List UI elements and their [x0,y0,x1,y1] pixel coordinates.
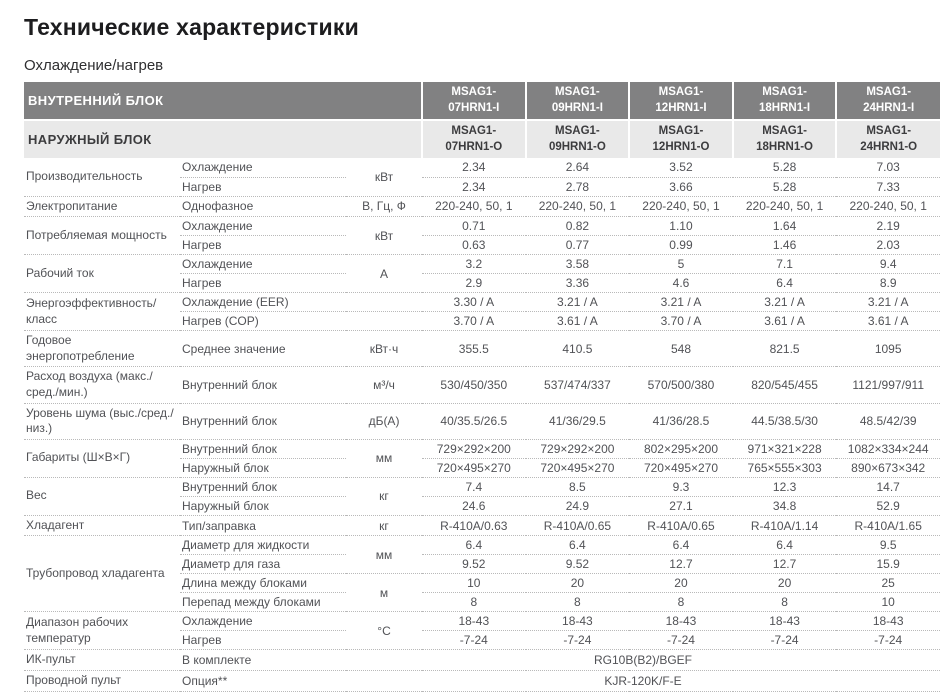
spec-value: 4.6 [629,274,733,293]
spec-sub-label: Перепад между блоками [180,593,346,612]
spec-value: -7-24 [422,631,526,650]
spec-value: 20 [733,574,837,593]
spec-value: 12.3 [733,477,837,496]
spec-sub-label: Опция** [180,670,346,691]
spec-sub-label: Среднее значение [180,331,346,367]
page-subtitle: Охлаждение/нагрев [24,57,164,74]
outdoor-header-row [24,120,940,158]
spec-value-merged: RG10B(B2)/BGEF [346,650,940,671]
spec-group-label: Расход воздуха (макс./сред./мин.) [24,367,180,403]
spec-group-label: Энергоэффективность/ класс [24,293,180,331]
spec-value: 220-240, 50, 1 [526,196,630,217]
spec-value: 3.30 / A [422,293,526,312]
spec-sub-label: Внутренний блок [180,403,346,439]
spec-value: 3.70 / A [422,312,526,331]
spec-value: R-410A/0.63 [422,515,526,536]
spec-value: 1.64 [733,217,837,236]
indoor-model-header: MSAG1- 12HRN1-I [629,82,733,120]
indoor-header-row [24,82,940,120]
spec-sub-label: Тип/заправка [180,515,346,536]
spec-value: 7.03 [836,158,940,177]
spec-value: 5 [629,255,733,274]
spec-row [24,217,940,236]
spec-unit: м³/ч [346,367,422,403]
spec-value: 971×321×228 [733,439,837,458]
spec-value: 3.21 / A [733,293,837,312]
spec-sub-label: Нагрев [180,236,346,255]
spec-value: -7-24 [526,631,630,650]
spec-value: 18-43 [733,612,837,631]
spec-value: 10 [836,593,940,612]
spec-row [24,158,940,177]
spec-value: 220-240, 50, 1 [629,196,733,217]
spec-value: 570/500/380 [629,367,733,403]
spec-value: 7.1 [733,255,837,274]
spec-value: 40/35.5/26.5 [422,403,526,439]
spec-row [24,403,940,439]
spec-value: 20 [629,574,733,593]
spec-value: 765×555×303 [733,458,837,477]
spec-value: 3.66 [629,177,733,196]
spec-value: 0.82 [526,217,630,236]
indoor-model-header: MSAG1- 07HRN1-I [422,82,526,120]
spec-group-label: Уровень шума (выс./сред./низ.) [24,403,180,439]
spec-row [24,439,940,458]
spec-value: 2.64 [526,158,630,177]
spec-value: 9.52 [526,555,630,574]
spec-group-label: Рабочий ток [24,255,180,293]
spec-value: 25 [836,574,940,593]
spec-value: 5.28 [733,158,837,177]
spec-sub-label: Охлаждение [180,612,346,631]
spec-value: 41/36/29.5 [526,403,630,439]
spec-row [24,650,940,671]
spec-value: 3.61 / A [836,312,940,331]
spec-row [24,612,940,631]
spec-sub-label: Нагрев [180,274,346,293]
spec-value: 18-43 [836,612,940,631]
spec-value: 802×295×200 [629,439,733,458]
spec-value: 9.4 [836,255,940,274]
spec-value: R-410A/0.65 [629,515,733,536]
spec-group-label: Производительность [24,158,180,196]
spec-value: 3.58 [526,255,630,274]
spec-sub-label: В комплекте [180,650,346,671]
spec-value: 355.5 [422,331,526,367]
spec-value: 0.71 [422,217,526,236]
spec-value: 24.6 [422,496,526,515]
outdoor-model-header: MSAG1- 24HRN1-O [836,120,940,158]
outdoor-model-header: MSAG1- 12HRN1-O [629,120,733,158]
spec-row [24,293,940,312]
spec-value: 12.7 [629,555,733,574]
spec-value: 8 [629,593,733,612]
spec-unit: кВт [346,158,422,196]
spec-value: 2.34 [422,158,526,177]
spec-sub-label: Внутренний блок [180,367,346,403]
spec-value: 8.5 [526,477,630,496]
spec-value: 6.4 [629,536,733,555]
spec-value: 9.5 [836,536,940,555]
spec-value: 6.4 [733,274,837,293]
spec-value: 48.5/42/39 [836,403,940,439]
spec-unit: кг [346,515,422,536]
spec-value: 720×495×270 [526,458,630,477]
spec-value: 14.7 [836,477,940,496]
spec-sub-label: Наружный блок [180,496,346,515]
spec-unit [346,312,422,331]
spec-value: 220-240, 50, 1 [733,196,837,217]
spec-value: 2.34 [422,177,526,196]
spec-value: 6.4 [733,536,837,555]
spec-value: 3.21 / A [836,293,940,312]
spec-value: 1.10 [629,217,733,236]
spec-value: -7-24 [629,631,733,650]
spec-value: 34.8 [733,496,837,515]
spec-group-label: Хладагент [24,515,180,536]
spec-value: 24.9 [526,496,630,515]
spec-group-label: Диапазон рабочих температур [24,612,180,650]
spec-sub-label: Длина между блоками [180,574,346,593]
spec-sub-label: Внутренний блок [180,439,346,458]
spec-value: 8 [733,593,837,612]
spec-value: 9.3 [629,477,733,496]
spec-unit: °С [346,612,422,650]
spec-value: 9.52 [422,555,526,574]
spec-value-merged: KJR-120K/F-E [346,670,940,691]
spec-row [24,367,940,403]
spec-value: 10 [422,574,526,593]
spec-group-label: Вес [24,477,180,515]
spec-unit: м [346,574,422,612]
spec-value: 720×495×270 [422,458,526,477]
spec-value: 0.99 [629,236,733,255]
spec-value: 1121/997/911 [836,367,940,403]
spec-value: 1082×334×244 [836,439,940,458]
spec-value: 12.7 [733,555,837,574]
spec-group-label: Трубопровод хладагента [24,536,180,612]
spec-sub-label: Наружный блок [180,458,346,477]
spec-sub-label: Диаметр для жидкости [180,536,346,555]
spec-value: 890×673×342 [836,458,940,477]
spec-value: 1.46 [733,236,837,255]
spec-value: 720×495×270 [629,458,733,477]
spec-value: 3.61 / A [733,312,837,331]
spec-value: 44.5/38.5/30 [733,403,837,439]
spec-value: 410.5 [526,331,630,367]
spec-value: 18-43 [526,612,630,631]
spec-value: 2.78 [526,177,630,196]
spec-value: R-410A/1.14 [733,515,837,536]
indoor-model-header: MSAG1- 18HRN1-I [733,82,837,120]
spec-value: R-410A/0.65 [526,515,630,536]
spec-row [24,196,940,217]
outdoor-model-header: MSAG1- 09HRN1-O [526,120,630,158]
spec-sub-label: Внутренний блок [180,477,346,496]
spec-value: 820/545/455 [733,367,837,403]
spec-value: 3.21 / A [629,293,733,312]
spec-value: 220-240, 50, 1 [836,196,940,217]
spec-sub-label: Охлаждение (EER) [180,293,346,312]
spec-value: 3.70 / A [629,312,733,331]
spec-unit: В, Гц, Ф [346,196,422,217]
spec-value: R-410A/1.65 [836,515,940,536]
indoor-model-header: MSAG1- 09HRN1-I [526,82,630,120]
spec-value: 7.33 [836,177,940,196]
spec-value: 27.1 [629,496,733,515]
spec-value: 537/474/337 [526,367,630,403]
spec-value: 2.03 [836,236,940,255]
spec-row [24,670,940,691]
spec-value: 18-43 [422,612,526,631]
spec-sub-label: Охлаждение [180,158,346,177]
spec-group-label: Годовое энергопотребление [24,331,180,367]
spec-value: 0.63 [422,236,526,255]
spec-value: 729×292×200 [422,439,526,458]
spec-row [24,515,940,536]
spec-sub-label: Однофазное [180,196,346,217]
spec-unit [346,293,422,312]
spec-unit: мм [346,536,422,574]
spec-value: 8 [526,593,630,612]
spec-value: 6.4 [422,536,526,555]
outdoor-model-header: MSAG1- 18HRN1-O [733,120,837,158]
page-title: Технические характеристики [24,14,359,40]
spec-value: -7-24 [836,631,940,650]
spec-value: 8.9 [836,274,940,293]
spec-value: 6.4 [526,536,630,555]
spec-value: -7-24 [733,631,837,650]
spec-sub-label: Нагрев (COP) [180,312,346,331]
outdoor-block-header-label: НАРУЖНЫЙ БЛОК [24,120,422,158]
spec-value: 3.21 / A [526,293,630,312]
spec-unit: А [346,255,422,293]
spec-group-label: Проводной пульт [24,670,180,691]
spec-group-label: Потребляемая мощность [24,217,180,255]
spec-value: 2.19 [836,217,940,236]
spec-value: 52.9 [836,496,940,515]
spec-value: 220-240, 50, 1 [422,196,526,217]
spec-sub-label: Охлаждение [180,217,346,236]
spec-sub-label: Нагрев [180,177,346,196]
spec-group-label: Электропитание [24,196,180,217]
indoor-block-header-label: ВНУТРЕННИЙ БЛОК [24,82,422,120]
spec-value: 7.4 [422,477,526,496]
spec-value: 15.9 [836,555,940,574]
spec-unit: кг [346,477,422,515]
spec-row [24,477,940,496]
spec-group-label: ИК-пульт [24,650,180,671]
spec-value: 20 [526,574,630,593]
spec-value: 8 [422,593,526,612]
spec-row [24,331,940,367]
indoor-model-header: MSAG1- 24HRN1-I [836,82,940,120]
spec-table [24,82,940,692]
spec-sub-label: Диаметр для газа [180,555,346,574]
spec-row [24,536,940,555]
spec-value: 41/36/28.5 [629,403,733,439]
spec-sub-label: Охлаждение [180,255,346,274]
spec-unit: мм [346,439,422,477]
spec-value: 5.28 [733,177,837,196]
spec-unit: дБ(А) [346,403,422,439]
spec-value: 1095 [836,331,940,367]
spec-value: 3.52 [629,158,733,177]
spec-value: 821.5 [733,331,837,367]
spec-value: 0.77 [526,236,630,255]
spec-value: 729×292×200 [526,439,630,458]
spec-value: 530/450/350 [422,367,526,403]
spec-value: 548 [629,331,733,367]
spec-group-label: Габариты (Ш×В×Г) [24,439,180,477]
spec-value: 3.2 [422,255,526,274]
spec-value: 18-43 [629,612,733,631]
spec-unit: кВт [346,217,422,255]
spec-row [24,255,940,274]
spec-value: 2.9 [422,274,526,293]
spec-sub-label: Нагрев [180,631,346,650]
outdoor-model-header: MSAG1- 07HRN1-O [422,120,526,158]
spec-value: 3.36 [526,274,630,293]
spec-unit: кВт·ч [346,331,422,367]
spec-value: 3.61 / A [526,312,630,331]
